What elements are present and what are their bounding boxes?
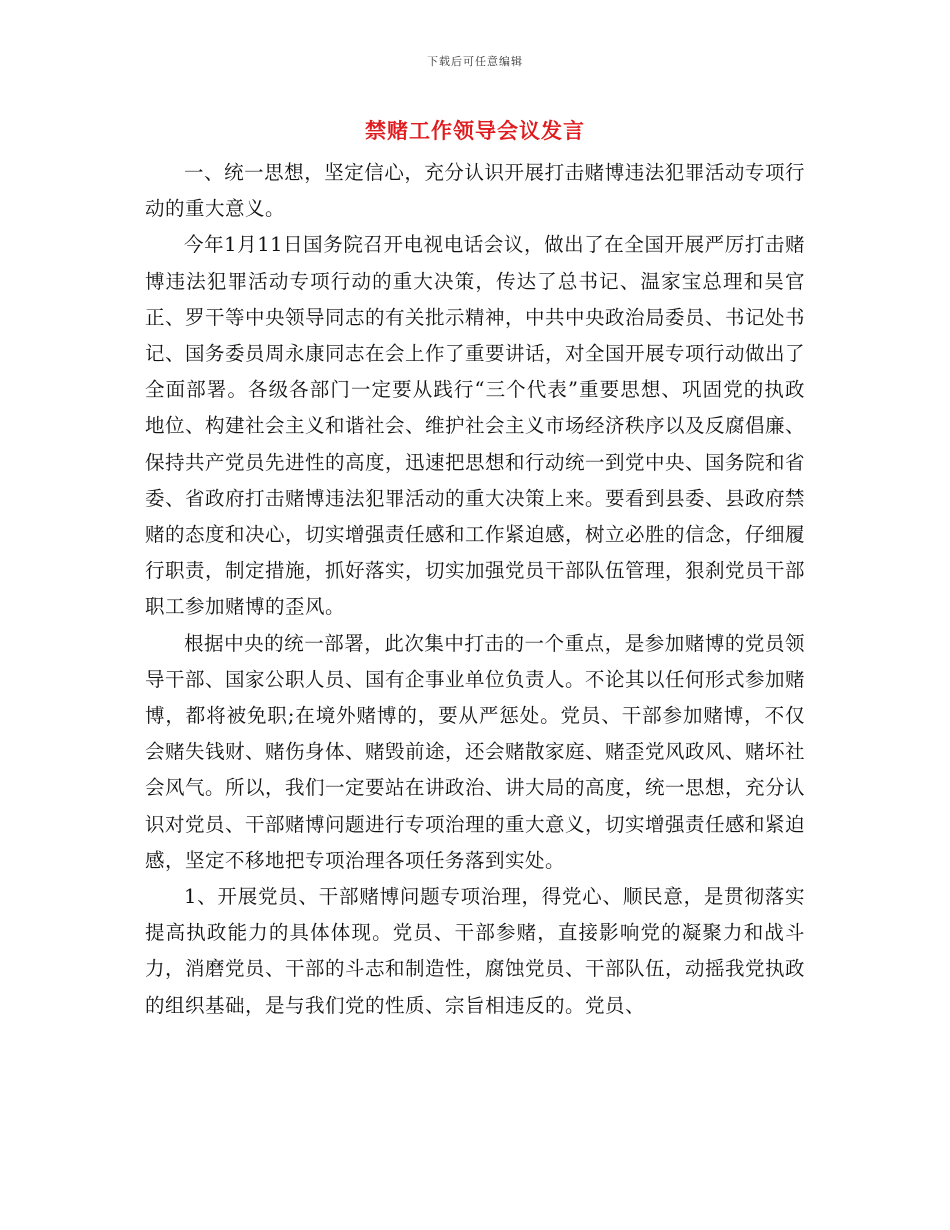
paragraph-4: 1、开展党员、干部赌博问题专项治理，得党心、顺民意，是贯彻落实提高执政能力的具体体现。党员、干部参赌，直接影响党的凝聚力和战斗力，消磨党员、干部的斗志和制造性，腐蚀党员、干部队伍，动摇我党执政的组织基础，是与我们党的性质、宗旨相违反的。党员、 <box>145 885 806 1017</box>
paragraph-2: 今年1月11日国务院召开电视电话会议，做出了在全国开展严厉打击赌博违法犯罪活动专项行动的重大决策，传达了总书记、温家宝总理和吴官正、罗干等中央领导同志的有关批示精神，中共中央政治局委员、书记处书记、国务委员周永康同志在会上作了重要讲话，对全国开展专项行动做出了全面部署。各级各部门一定要从践行“三个代表”重要思想、巩固党的执政地位、构建社会主义和谐社会、维护社会主义市场经济秩序以及反腐倡廉、保持共产党员先进性的高度，迅速把思想和行动统一到党中央、国务院和省委、省政府打击赌博违法犯罪活动的重大决策上来。要看到县委、县政府禁赌的态度和决心，切实增强责任感和工作紧迫感，树立必胜的信念，仔细履行职责，制定措施，抓好落实，切实加强党员干部队伍管理，狠刹党员干部职工参加赌博的歪风。 <box>145 233 806 619</box>
paragraph-3: 根据中央的统一部署，此次集中打击的一个重点，是参加赌博的党员领导干部、国家公职人员、国有企事业单位负责人。不论其以任何形式参加赌博，都将被免职;在境外赌博的，要从严惩处。党员、干部参加赌博，不仅会赌失钱财、赌伤身体、赌毁前途，还会赌散家庭、赌歪党风政风、赌坏社会风气。所以，我们一定要站在讲政治、讲大局的高度，统一思想，充分认识对党员、干部赌博问题进行专项治理的重大意义，切实增强责任感和紧迫感，坚定不移地把专项治理各项任务落到实处。 <box>145 631 806 872</box>
paragraph-1: 一、统一思想，坚定信心，充分认识开展打击赌博违法犯罪活动专项行动的重大意义。 <box>145 161 805 221</box>
document-title: 禁赌工作领导会议发言 <box>365 119 585 143</box>
page-header-note: 下载后可任意编辑 <box>427 55 523 68</box>
document-body <box>145 155 805 1024</box>
